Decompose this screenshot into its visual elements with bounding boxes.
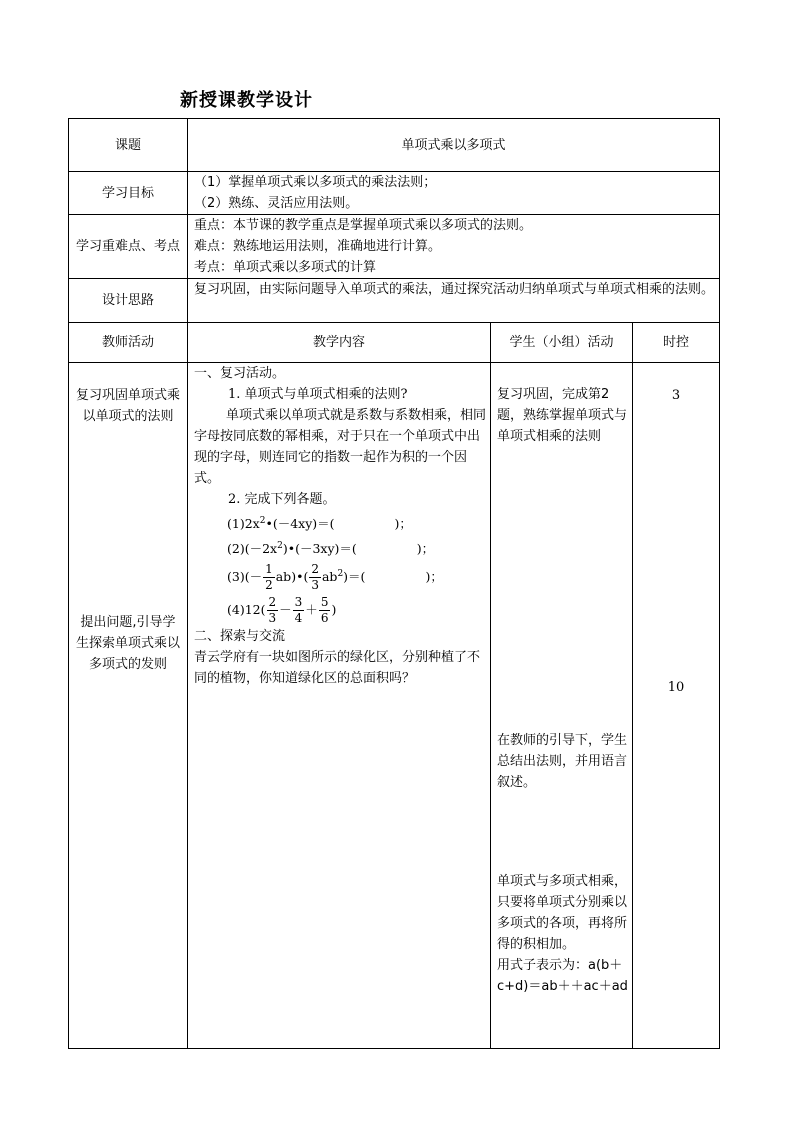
exercise-2: $(2)(-2x^2)•(-3xy)=$( )； — [227, 541, 435, 557]
teacher-activity-1: 复习巩固单项式乘以单项式的法则 — [75, 388, 180, 424]
body-row — [69, 363, 720, 1049]
header-student: 学生（小组）活动 — [491, 323, 633, 363]
goal-label: 学习目标 — [69, 172, 188, 215]
key-point: 重点：本节课的教学重点是掌握单项式乘以多项式的法则。 — [194, 218, 533, 233]
page-title: 新授课教学设计 — [180, 90, 313, 111]
fraction: $\frac{2}{3}$ — [311, 562, 319, 593]
exam-point: 考点：单项式乘以多项式的计算 — [194, 260, 377, 275]
goal-item-2: （2）熟练、灵活应用法则。 — [194, 196, 359, 211]
fraction: $\frac{1}{2}$ — [265, 562, 273, 593]
teacher-activity-2: 提出问题,引导学生探索单项式乘以多项式的发则 — [75, 615, 180, 672]
student-cell — [491, 363, 633, 1049]
student-activity-1: 复习巩固，完成第2题，熟练掌握单项式与单项式相乘的法则 — [497, 387, 628, 444]
fraction: $\frac{3}{4}$ — [294, 595, 303, 626]
goal-item-1: （1）掌握单项式乘以多项式的乘法法则； — [194, 175, 437, 190]
idea-value: 复习巩固，由实际问题导入单项式的乘法，通过探究活动归纳单项式与单项式相乘的法则。 — [188, 279, 720, 323]
section-explore: 二、探索与交流 — [194, 629, 286, 645]
section-review: 一、复习活动。 — [194, 366, 286, 381]
header-time: 时控 — [633, 323, 720, 363]
fraction: $\frac{2}{3}$ — [268, 595, 277, 626]
key-cell — [188, 215, 720, 279]
student-formula: 用式子表示为：a(b＋c+d)＝ab＋＋ac＋ad — [497, 958, 628, 994]
header-teacher: 教师活动 — [69, 323, 188, 363]
goal-cell — [188, 172, 720, 215]
difficult-point: 难点：熟练地运用法则，准确地进行计算。 — [194, 239, 442, 254]
student-activity-3: 单项式与多项式相乘，只要将单项式分别乘以多项式的各项，再将所得的积相加。 — [497, 874, 628, 952]
exercise-1: $(1)2x^2•(-4xy)=$( )； — [227, 516, 412, 532]
time-1: 3 — [671, 388, 681, 403]
explore-problem: 青云学府有一块如图所示的绿化区，分别种植了不同的植物，你知道绿化区的总面积吗？ — [194, 650, 481, 687]
header-row — [69, 323, 720, 363]
exercise-4: (4)12( $\frac{2}{3}$ － $\frac{3}{4}$ ＋ $\frac{5}{6}$ ) — [227, 595, 337, 626]
key-label: 学习重难点、考点 — [69, 215, 188, 279]
topic-value: 单项式乘以多项式 — [188, 119, 720, 172]
key-row — [69, 215, 720, 279]
lesson-plan-table — [68, 118, 720, 1049]
question-1-answer: 单项式乘以单项式就是系数与系数相乘，相同字母按同底数的幂相乘，对于只在一个单项式中出现的字母，则连同它的指数一起作为积的一个因式。 — [194, 408, 487, 486]
content-cell — [188, 363, 491, 1049]
question-1: 1. 单项式与单项式相乘的法则? — [228, 387, 408, 402]
goal-row — [69, 172, 720, 215]
idea-row — [69, 279, 720, 323]
fraction: $\frac{5}{6}$ — [320, 595, 329, 626]
topic-label: 课题 — [69, 119, 188, 172]
header-content: 教学内容 — [188, 323, 491, 363]
teacher-cell — [69, 363, 188, 1049]
exercise-3: (3)(－ $\frac{1}{2}$ ab)•( $\frac{2}{3}$ $ab^2)=$( )； — [227, 562, 443, 593]
question-2: 2. 完成下列各题。 — [228, 492, 336, 507]
topic-row — [69, 119, 720, 172]
idea-label: 设计思路 — [69, 279, 188, 323]
time-2: 10 — [667, 680, 685, 695]
time-cell — [633, 363, 720, 1049]
student-activity-2: 在教师的引导下，学生总结出法则，并用语言叙述。 — [497, 733, 628, 790]
